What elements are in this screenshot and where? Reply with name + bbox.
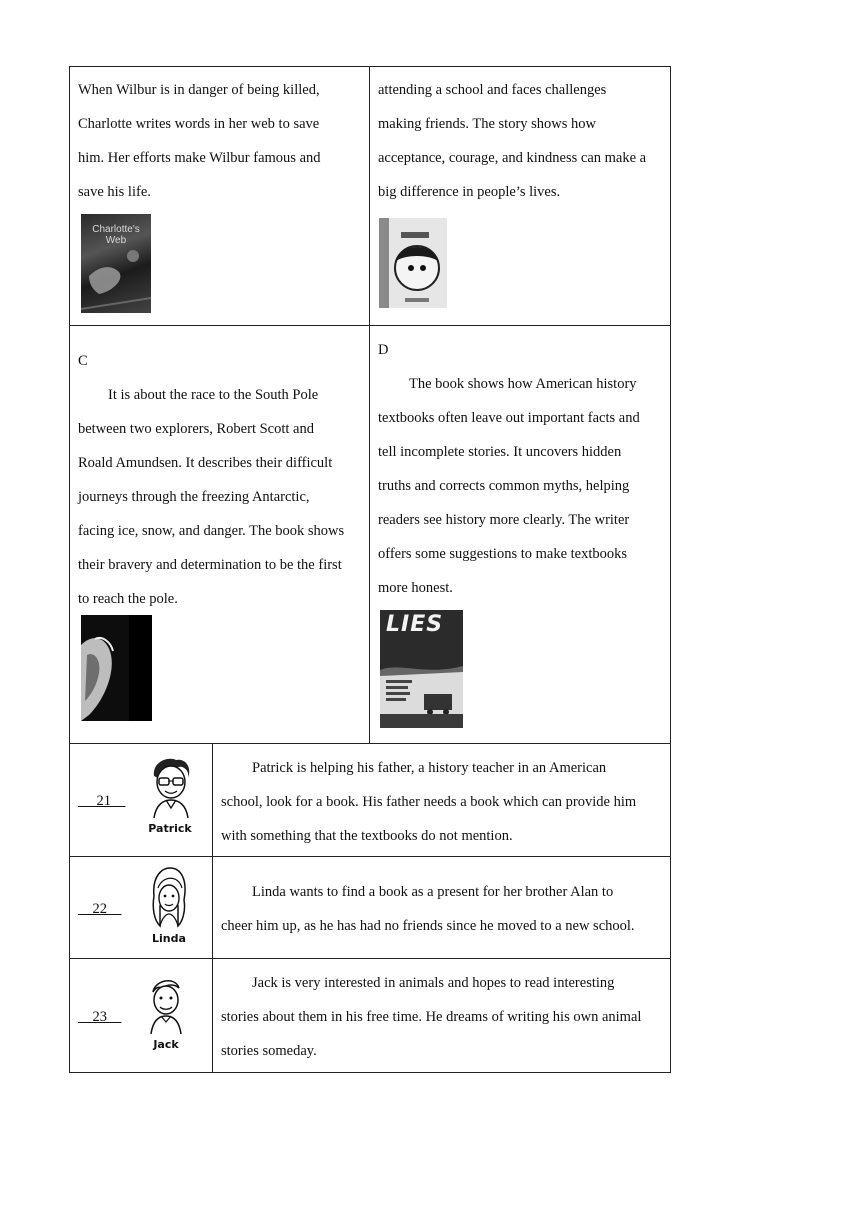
top-right-line-1: attending a school and faces challenges	[378, 82, 607, 98]
section-c-line-4: journeys through the freezing Antarctic,	[78, 489, 310, 505]
question-number-22: 22	[92, 901, 107, 917]
answer-blank-23[interactable]	[78, 1007, 122, 1027]
section-c-line-5: facing ice, snow, and danger. The book shows	[78, 523, 345, 539]
divider-row3	[69, 856, 671, 857]
table-border-top	[69, 66, 671, 67]
top-right-line-3: acceptance, courage, and kindness can make a	[378, 150, 647, 166]
answer-blank-21[interactable]	[78, 791, 126, 811]
linda-line-1: Linda wants to find a book as a present for her brother Alan to	[252, 884, 614, 900]
wonder-cover-image	[379, 218, 447, 308]
section-c-line-6: their bravery and determination to be the first	[78, 557, 342, 573]
south-pole-cover-image	[81, 615, 152, 721]
top-left-line-4: save his life.	[78, 184, 151, 200]
table-border-right	[670, 66, 671, 1073]
lies-cover-title: LIES	[386, 612, 444, 637]
jack-line-1: Jack is very interested in animals and hopes to read interesting	[252, 975, 615, 991]
section-d-line-3: tell incomplete stories. It uncovers hidden	[378, 444, 622, 460]
section-c-letter: C	[78, 353, 88, 369]
top-right-line-4: big difference in people’s lives.	[378, 184, 561, 200]
section-c-line-2: between two explorers, Robert Scott and	[78, 421, 314, 437]
patrick-line-3: with something that the textbooks do not mention.	[221, 828, 513, 844]
section-c-line-7: to reach the pole.	[78, 591, 178, 607]
patrick-line-1: Patrick is helping his father, a history teacher in an American	[252, 760, 607, 776]
column-divider-bottom	[212, 743, 213, 1073]
divider-row1	[69, 325, 671, 326]
top-left-line-2: Charlotte writes words in her web to save	[78, 116, 320, 132]
top-right-line-2: making friends. The story shows how	[378, 116, 597, 132]
jack-avatar	[147, 976, 185, 1054]
divider-row4	[69, 958, 671, 959]
table-border-bottom	[69, 1072, 671, 1073]
section-d-line-2: textbooks often leave out important facts and	[378, 410, 640, 426]
top-left-line-1: When Wilbur is in danger of being killed,	[78, 82, 320, 98]
question-number-21: 21	[96, 793, 111, 809]
section-d-line-5: readers see history more clearly. The writer	[378, 512, 630, 528]
patrick-name-label: Patrick	[148, 822, 192, 835]
answer-blank-22[interactable]	[78, 899, 122, 919]
section-d-line-4: truths and corrects common myths, helping	[378, 478, 630, 494]
patrick-line-2: school, look for a book. His father needs a book which can provide him	[221, 794, 637, 810]
lies-cover-image	[380, 610, 463, 728]
question-number-23: 23	[92, 1009, 107, 1025]
linda-name-label: Linda	[152, 932, 186, 945]
table-border-left	[69, 66, 70, 1073]
section-d-line-1: The book shows how American history	[409, 376, 637, 392]
linda-avatar	[148, 866, 190, 948]
column-divider-top	[369, 66, 370, 744]
section-d-letter: D	[378, 342, 389, 358]
charlottes-web-cover-image	[81, 214, 151, 313]
patrick-avatar	[146, 756, 194, 840]
section-d-line-6: offers some suggestions to make textbooks	[378, 546, 628, 562]
jack-line-2: stories about them in his free time. He dreams of writing his own animal	[221, 1009, 642, 1025]
charlottes-web-cover-title: Charlotte's Web	[92, 224, 140, 246]
jack-name-label: Jack	[153, 1038, 179, 1051]
linda-line-2: cheer him up, as he has had no friends since he moved to a new school.	[221, 918, 635, 934]
section-c-line-1: It is about the race to the South Pole	[108, 387, 319, 403]
jack-line-3: stories someday.	[221, 1043, 317, 1059]
section-d-line-7: more honest.	[378, 580, 453, 596]
section-c-line-3: Roald Amundsen. It describes their difficult	[78, 455, 333, 471]
divider-row2	[69, 743, 671, 744]
top-left-line-3: him. Her efforts make Wilbur famous and	[78, 150, 321, 166]
